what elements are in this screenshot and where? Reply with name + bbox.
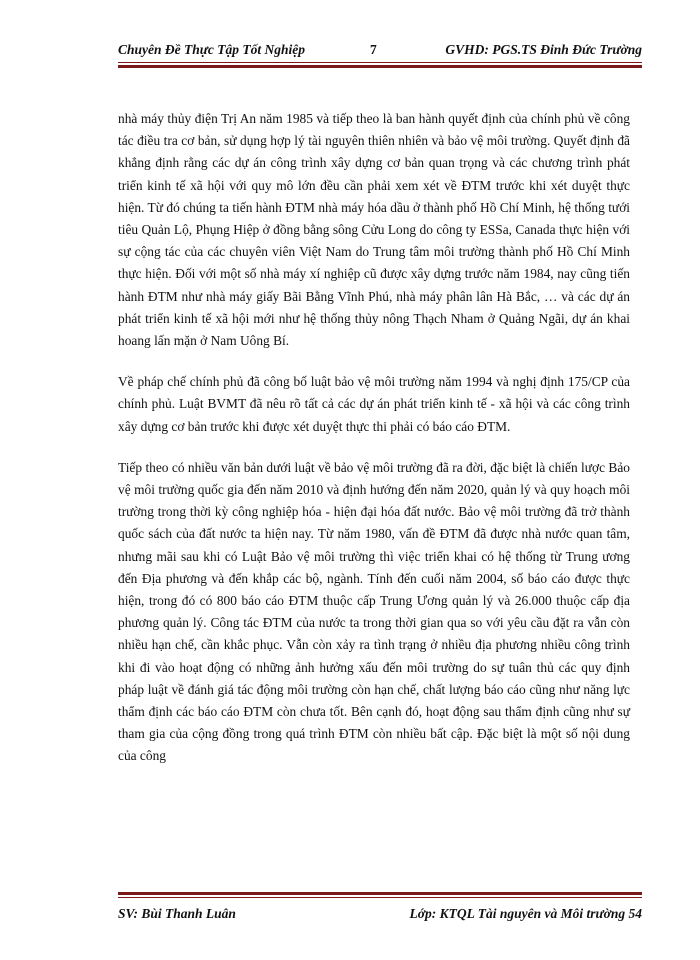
- footer-rule-thin: [118, 897, 642, 898]
- paragraph-2: Về pháp chế chính phủ đã công bố luật bảo vệ môi trường năm 1994 và nghị định 175/CP của chính phủ. Luật BVMT đã nêu rõ tất cả các dự án phát triển kinh tế - xã hội và các công trình xây dựng cơ bản trước khi được xét duyệt thực thi phải có báo cáo ĐTM.: [118, 374, 630, 434]
- header-rule-thick: [118, 65, 642, 68]
- page-footer: [118, 906, 642, 928]
- page-number: 7: [370, 42, 377, 57]
- page-header: [118, 38, 642, 62]
- header-rule-thin: [118, 62, 642, 63]
- advisor-name: GVHD: PGS.TS Đinh Đức Trường: [445, 42, 642, 57]
- body-text: [118, 108, 630, 787]
- paragraph-1: nhà máy thủy điện Trị An năm 1985 và tiếp theo là ban hành quyết định của chính phủ về công tác điều tra cơ bản, sử dụng hợp lý tài nguyên thiên nhiên và bảo vệ môi trường. Quyết định đã khẳng định rằng các dự án công trình xây dựng cơ bản quan trọng và các chương trình phát triển kinh tế xã hội với quy mô lớn đều cần phải xem xét về ĐTM trước khi xét duyệt thực hiện. Từ đó chúng ta tiến hành ĐTM nhà máy hóa dầu ở thành phố Hồ Chí Minh, hệ thống tưới tiêu Quản Lộ, Phụng Hiệp ở đồng bằng sông Cửu Long do công ty ESSa, Canada thực hiện với sự cộng tác của các chuyên viên Việt Nam do Trung tâm môi trường thành phố Hồ Chí Minh thực hiện. Đối với một số nhà máy xí nghiệp cũ được xây dựng trước năm 1984, nay cũng tiến hành ĐTM như nhà máy giấy Bãi Bằng Vĩnh Phú, nhà máy phân lân Hà Bắc, … và các dự án phát triển kinh tế xã hội mới như hệ thống thủy nông Thạch Nham ở Quảng Ngãi, dự án khai hoang lấn mặn ở Nam Uông Bí.: [118, 111, 630, 349]
- footer-rule-thick: [118, 892, 642, 895]
- class-name: Lớp: KTQL Tài nguyên và Môi trường 54: [409, 906, 642, 921]
- student-name: SV: Bùi Thanh Luân: [118, 906, 236, 921]
- paragraph-3: Tiếp theo có nhiều văn bản dưới luật về bảo vệ môi trường đã ra đời, đặc biệt là chiến lược Bảo vệ môi trường quốc gia đến năm 2010 và định hướng đến năm 2020, quản lý và quy hoạch môi trường trong thời kỳ công nghiệp hóa - hiện đại hóa đất nước. Bảo vệ môi trường đã trở thành quốc sách của đất nước ta hiện nay. Từ năm 1980, vấn đề ĐTM đã được nhà nước quan tâm, nhưng mãi sau khi có Luật Bảo vệ môi trường thì việc triển khai có hệ thống từ Trung ương đến Địa phương và đến khắp các bộ, ngành. Tính đến cuối năm 2004, số báo cáo được thực hiện, trong đó có 800 báo cáo ĐTM thuộc cấp Trung Ương quản lý và 26.000 thuộc cấp địa phương quản lý. Công tác ĐTM của nước ta trong thời gian qua so với yêu cầu đặt ra vẫn còn nhiều hạn chế, cần khắc phục. Vẫn còn xảy ra tình trạng ở nhiều địa phương nhiều công trình khi đi vào hoạt động có những ảnh hưởng xấu đến môi trường do sự tuân thủ các quy định pháp luật về đánh giá tác động môi trường còn hạn chế, chất lượng báo cáo cũng như năng lực thẩm định các báo cáo ĐTM còn chưa tốt. Bên cạnh đó, hoạt động sau thẩm định cũng như sự tham gia của cộng đồng trong quá trình ĐTM còn nhiều bất cập. Đặc biệt là một số nội dung của công: [118, 459, 630, 764]
- document-title: Chuyên Đề Thực Tập Tốt Nghiệp: [118, 42, 305, 57]
